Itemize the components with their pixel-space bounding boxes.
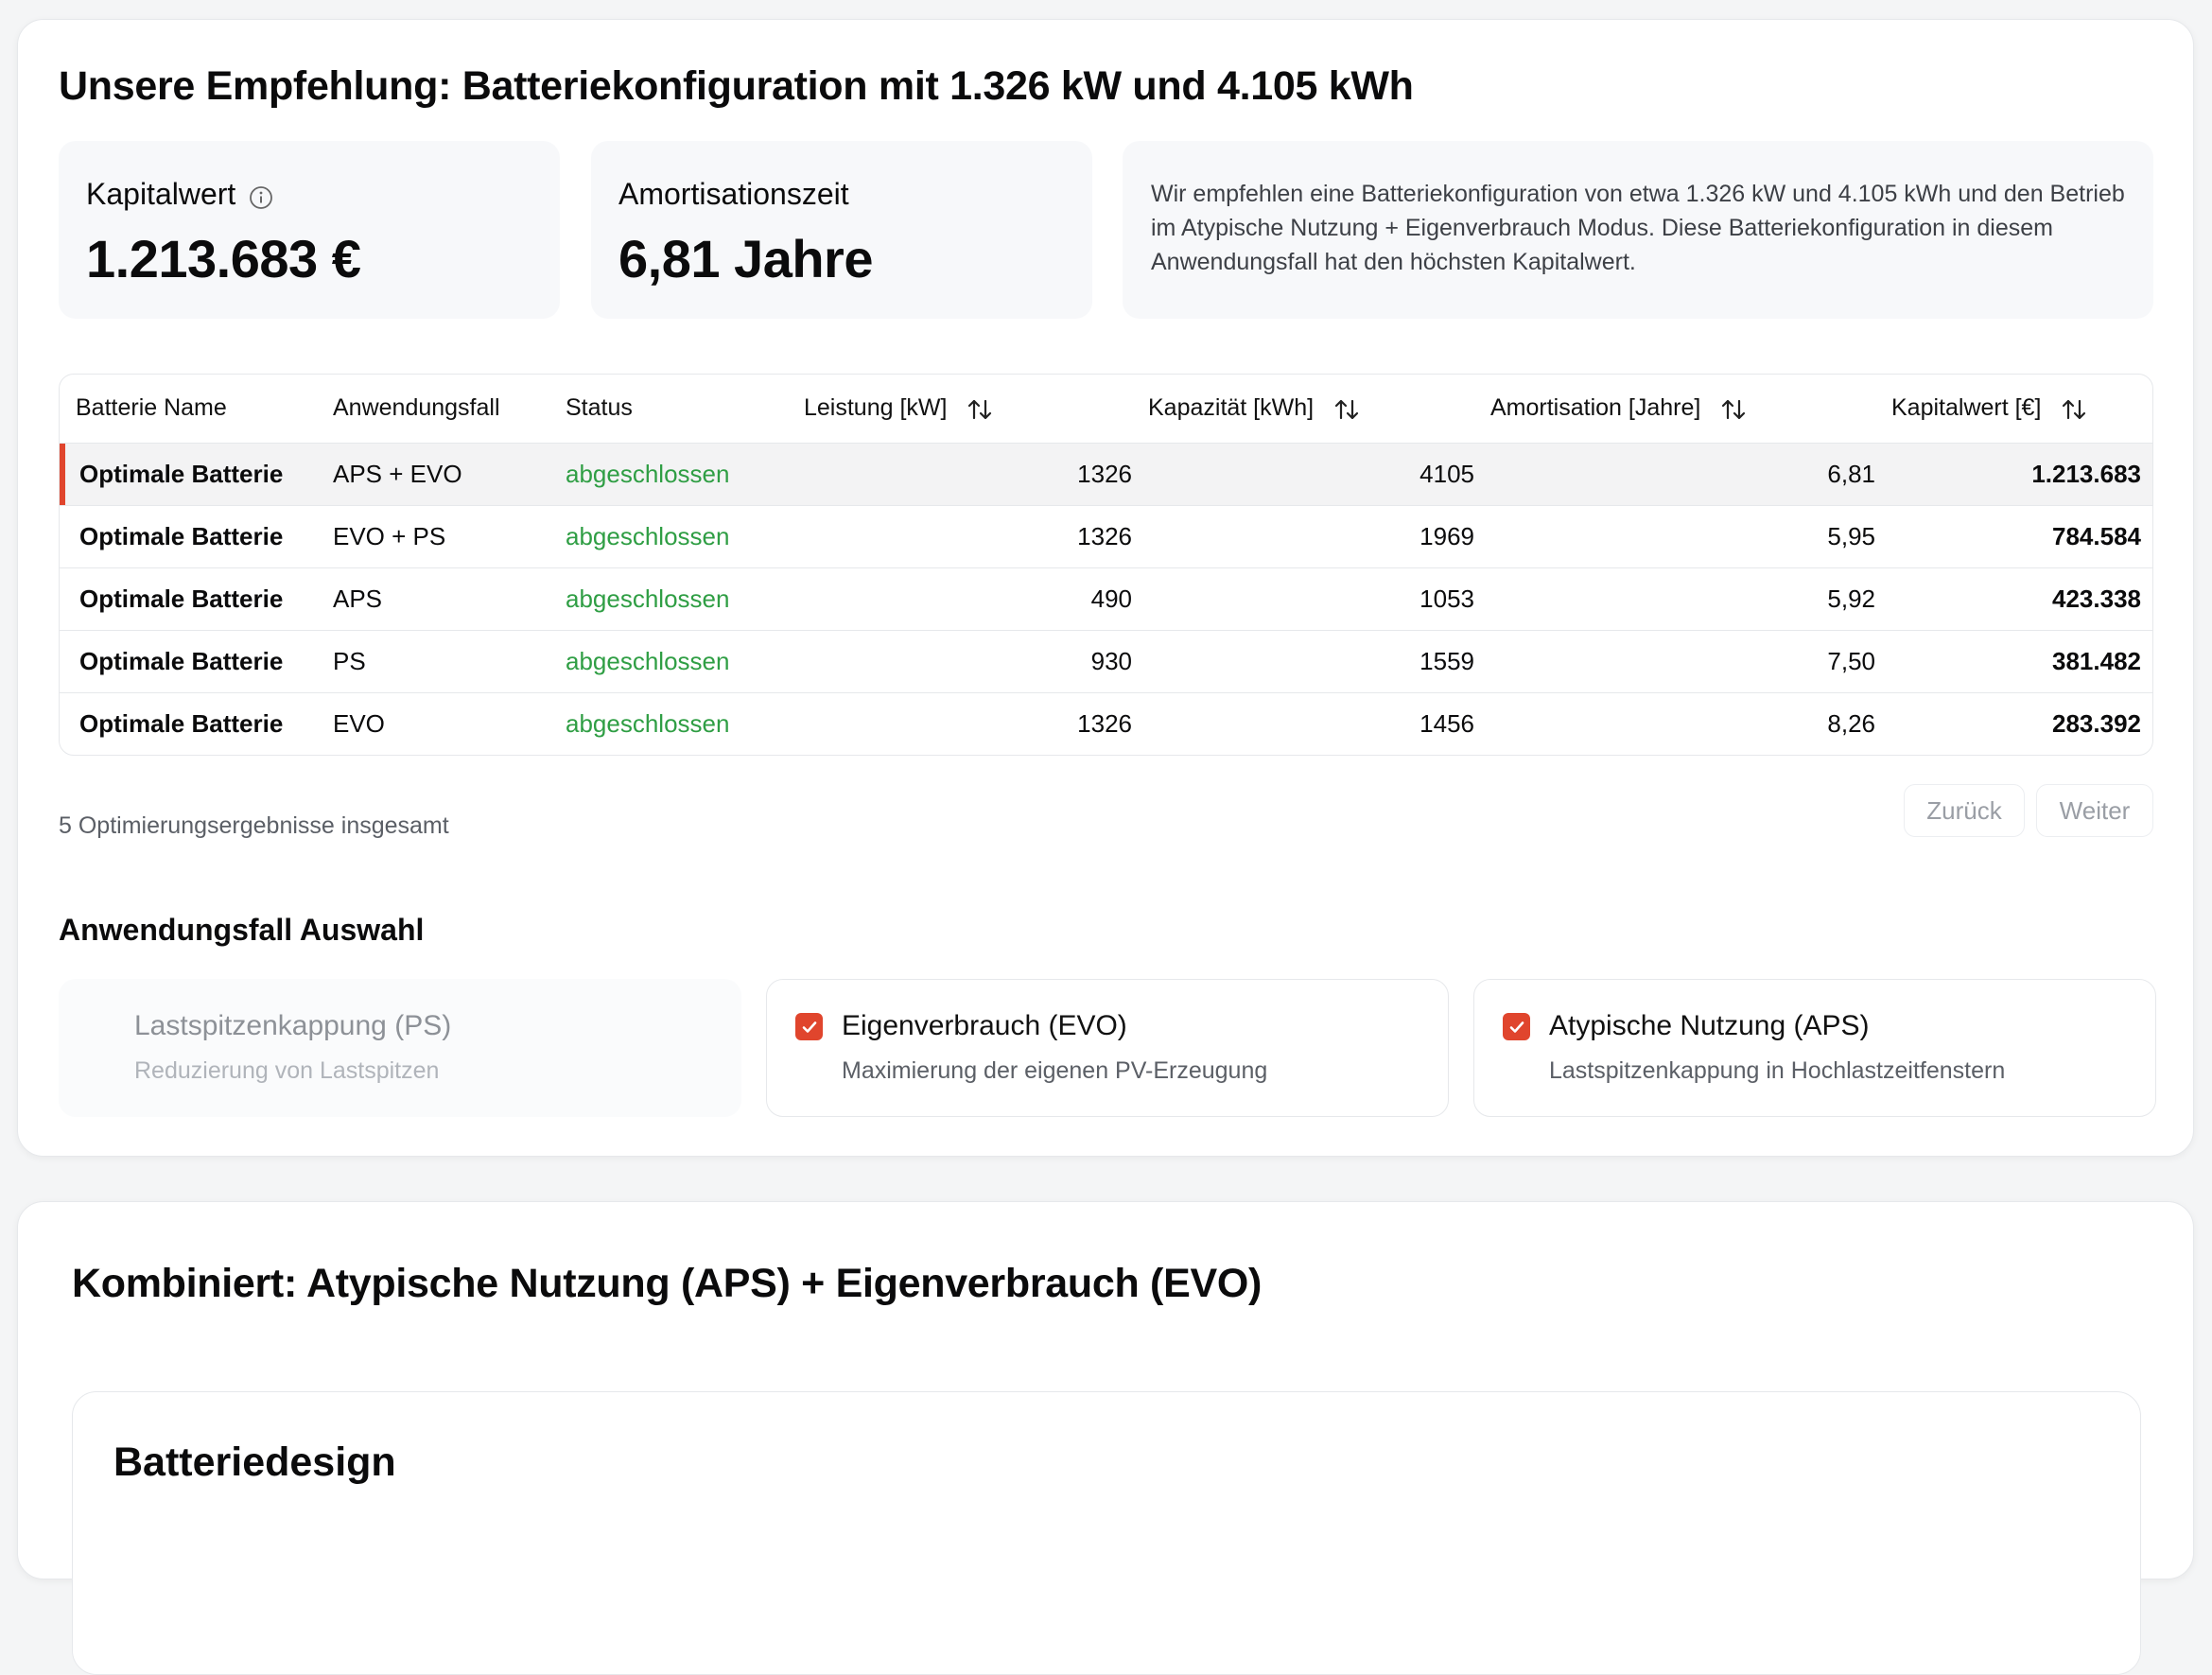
combined-title: Kombiniert: Atypische Nutzung (APS) + Eigenverbrauch (EVO) [72, 1261, 1263, 1306]
usecase-option-evo[interactable] [766, 979, 1449, 1117]
header-status: Status [566, 394, 633, 422]
header-kapazitaet[interactable] [1132, 375, 1474, 443]
cell-usecase: EVO [333, 708, 385, 738]
prev-page-button[interactable]: Zurück [1904, 784, 2025, 837]
usecase-section-title: Anwendungsfall Auswahl [59, 913, 425, 947]
recommendation-description: Wir empfehlen eine Batteriekonfiguration von etwa 1.326 kW und 4.105 kWh und den Betrieb im Atypische Nutzung + Eigenverbrauch Modus. Diese Batteriekonfiguration in diesem Anwendungsfall hat den höchsten Kapitalwert. [1151, 181, 2125, 275]
cell-kapazitaet: 1456 [1420, 708, 1474, 738]
sort-icon[interactable] [2061, 397, 2087, 422]
cell-usecase: EVO + PS [333, 521, 446, 550]
cell-amortisation: 5,95 [1827, 521, 1875, 550]
header-leistung[interactable] [788, 375, 1132, 443]
cell-status: abgeschlossen [566, 459, 730, 488]
table-row[interactable] [60, 567, 2153, 630]
cell-kapitalwert: 1.213.683 [2031, 459, 2141, 488]
usecase-option-aps[interactable] [1473, 979, 2156, 1117]
kapitalwert-stat [59, 141, 560, 319]
table-header-row [60, 375, 2153, 443]
amortisation-label: Amortisationszeit [618, 177, 849, 211]
cell-kapazitaet: 1969 [1420, 521, 1474, 550]
table-row[interactable] [60, 692, 2153, 755]
cell-amortisation: 8,26 [1827, 708, 1875, 738]
cell-kapazitaet: 1053 [1420, 584, 1474, 613]
header-leistung-label: Leistung [kW] [804, 394, 948, 422]
info-icon[interactable] [249, 183, 273, 207]
cell-leistung: 930 [1090, 646, 1132, 675]
cell-name: Optimale Batterie [79, 521, 284, 550]
next-page-button[interactable]: Weiter [2036, 784, 2153, 837]
header-amortisation[interactable] [1474, 375, 1875, 443]
cell-kapazitaet: 1559 [1420, 646, 1474, 675]
combined-card [17, 1201, 2194, 1579]
cell-usecase: PS [333, 646, 366, 675]
cell-name: Optimale Batterie [79, 584, 284, 613]
header-amortisation-label: Amortisation [Jahre] [1490, 394, 1701, 422]
cell-name: Optimale Batterie [79, 646, 284, 675]
header-name: Batterie Name [76, 394, 227, 422]
usecase-title: Eigenverbrauch (EVO) [842, 1010, 1127, 1041]
cell-leistung: 1326 [1077, 521, 1132, 550]
amortisation-stat [591, 141, 1092, 319]
cell-leistung: 490 [1090, 584, 1132, 613]
usecase-subtitle: Maximierung der eigenen PV-Erzeugung [842, 1057, 1268, 1084]
table-row[interactable] [60, 505, 2153, 567]
selected-row-indicator [60, 444, 65, 505]
sort-icon[interactable] [1720, 397, 1747, 422]
header-kapitalwert[interactable] [1875, 375, 2153, 443]
amortisation-value: 6,81 Jahre [618, 229, 873, 288]
cell-status: abgeschlossen [566, 584, 730, 613]
usecase-option-ps[interactable] [59, 979, 741, 1117]
cell-usecase: APS [333, 584, 383, 613]
cell-amortisation: 6,81 [1827, 459, 1875, 488]
battery-design-title: Batteriedesign [113, 1439, 396, 1485]
header-kapitalwert-label: Kapitalwert [€] [1891, 394, 2042, 422]
kapitalwert-value: 1.213.683 € [86, 229, 361, 288]
usecase-subtitle: Reduzierung von Lastspitzen [134, 1057, 440, 1084]
cell-kapitalwert: 283.392 [2052, 708, 2141, 738]
results-count: 5 Optimierungsergebnisse insgesamt [59, 812, 449, 839]
header-kapazitaet-label: Kapazität [kWh] [1148, 394, 1315, 422]
battery-design-card [72, 1391, 2141, 1675]
table-row[interactable] [60, 630, 2153, 692]
recommendation-title: Unsere Empfehlung: Batteriekonfiguration mit 1.326 kW und 4.105 kWh [59, 63, 1414, 109]
cell-leistung: 1326 [1077, 459, 1132, 488]
checkbox-checked-icon[interactable] [1503, 1013, 1530, 1040]
cell-name: Optimale Batterie [60, 443, 317, 505]
cell-status: abgeschlossen [566, 708, 730, 738]
results-table [59, 374, 2153, 756]
cell-status: abgeschlossen [566, 521, 730, 550]
cell-usecase: APS + EVO [333, 459, 462, 488]
cell-kapitalwert: 784.584 [2052, 521, 2141, 550]
cell-kapazitaet: 4105 [1420, 459, 1474, 488]
cell-kapitalwert: 381.482 [2052, 646, 2141, 675]
header-usecase: Anwendungsfall [333, 394, 500, 422]
checkbox-checked-icon[interactable] [795, 1013, 823, 1040]
kapitalwert-label: Kapitalwert [86, 177, 236, 211]
sort-icon[interactable] [967, 397, 993, 422]
cell-leistung: 1326 [1077, 708, 1132, 738]
cell-amortisation: 5,92 [1827, 584, 1875, 613]
usecase-subtitle: Lastspitzenkappung in Hochlastzeitfenstern [1549, 1057, 2006, 1084]
recommendation-description-box [1123, 141, 2153, 319]
sort-icon[interactable] [1333, 397, 1360, 422]
usecase-title: Atypische Nutzung (APS) [1549, 1010, 1870, 1041]
cell-status: abgeschlossen [566, 646, 730, 675]
table-row[interactable] [60, 443, 2153, 505]
cell-kapitalwert: 423.338 [2052, 584, 2141, 613]
cell-amortisation: 7,50 [1827, 646, 1875, 675]
usecase-title: Lastspitzenkappung (PS) [134, 1010, 452, 1041]
cell-name: Optimale Batterie [79, 708, 284, 738]
recommendation-card [17, 19, 2194, 1157]
